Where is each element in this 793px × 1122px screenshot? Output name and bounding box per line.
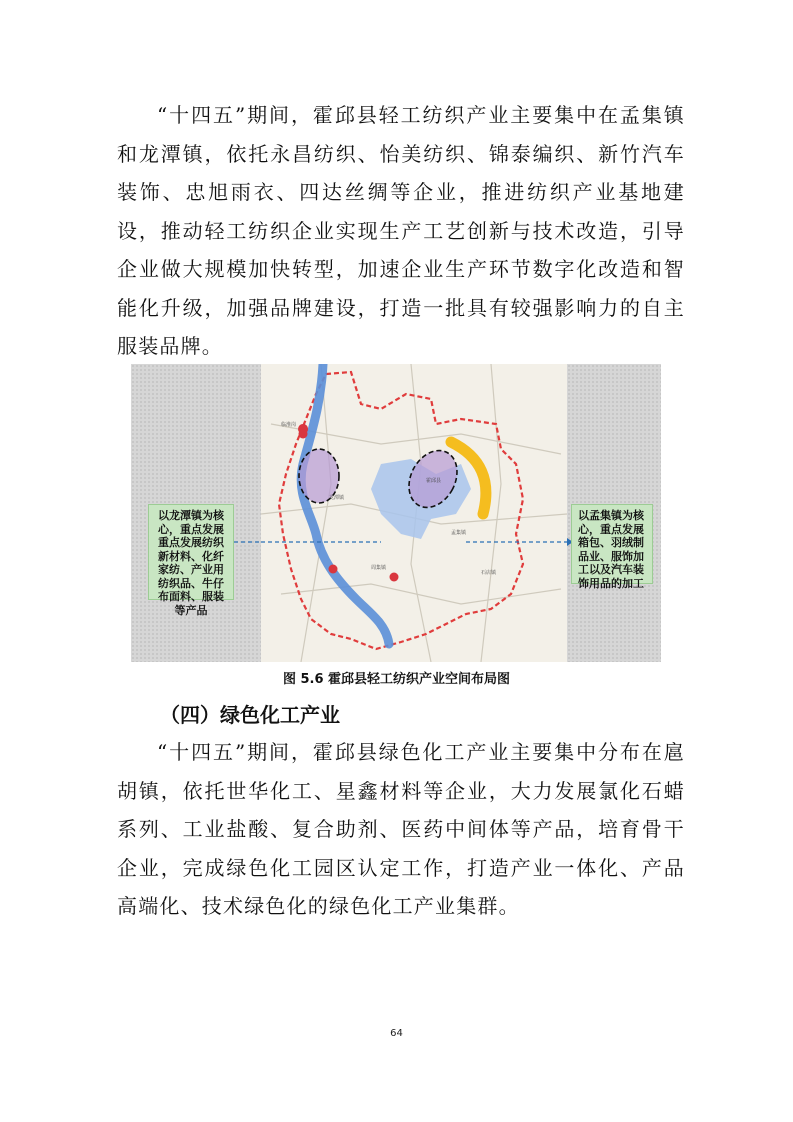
- section-heading: （四）绿色化工产业: [160, 703, 340, 727]
- figure-map: [131, 364, 661, 662]
- map-label-6: 石店镇: [481, 570, 497, 576]
- map-graphic: [261, 364, 567, 662]
- callout-longtan: 以龙潭镇为核心，重点发展重点发展纺织新材料、化纤家纺、产业用纺织品、牛仔布面料、服装等产品: [148, 504, 234, 600]
- river-path: [301, 364, 389, 644]
- county-map: [261, 364, 567, 662]
- paragraph-chemical: “十四五”期间，霍邱县绿色化工产业主要集中分布在扈胡镇，依托世华化工、星鑫材料等企业，大力发展氯化石蜡系列、工业盐酸、复合助剂、医药中间体等产品，培育骨干企业，完成绿色化工园区认定工作，打造产业一体化、产品高端化、技术绿色化的绿色化工产业集群。: [117, 740, 685, 918]
- map-label-2: 龙潭镇: [329, 495, 345, 501]
- map-label-5: 周集镇: [371, 565, 387, 571]
- map-label-3: 霍邱县: [426, 478, 442, 484]
- page-number: 64: [390, 1028, 403, 1039]
- figure-caption: 图 5.6 霍邱县轻工纺织产业空间布局图: [282, 672, 511, 687]
- paragraph-textile: “十四五”期间，霍邱县轻工纺织产业主要集中在孟集镇和龙潭镇，依托永昌纺织、怡美纺织、锦泰编织、新竹汽车装饰、忠旭雨衣、四达丝绸等企业，推进纺织产业基地建设，推动轻工纺织企业实现生产工艺创新与技术改造，引导企业做大规模加快转型，加速企业生产环节数字化改造和智能化升级，加强品牌建设，打造一批具有较强影响力的自主服装品牌。: [117, 103, 685, 358]
- callout-mengji: 以孟集镇为核心，重点发展箱包、羽绒制品业、服饰加工以及汽车装饰用品的加工: [571, 504, 653, 584]
- map-label-1: 临淮岗: [281, 422, 297, 428]
- map-label-4: 孟集镇: [451, 530, 467, 536]
